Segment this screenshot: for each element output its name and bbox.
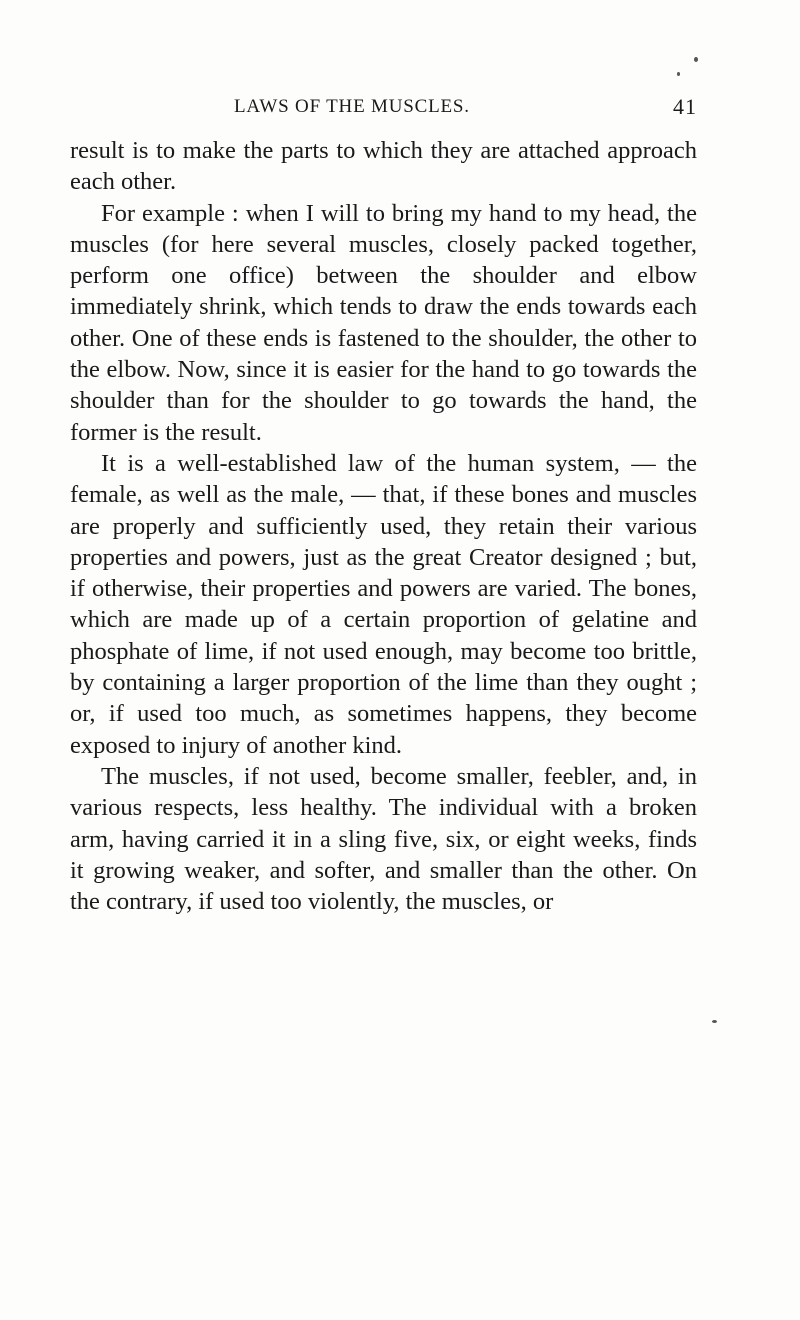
print-speck (712, 1020, 717, 1023)
body-text (70, 135, 697, 917)
paragraph: The muscles, if not used, become smaller, feebler, and, in various respects, less healthy. The individual with a broken arm, having carried it in a sling five, six, or eight weeks, finds it growing weaker, and softer, and smaller than the other. On the contrary, if used too violently, the muscles, or (70, 762, 697, 916)
paragraph: result is to make the parts to which they are attached approach each other. (70, 137, 697, 196)
print-speck (694, 57, 698, 62)
running-head (234, 92, 697, 122)
paragraph: For example : when I will to bring my hand to my head, the muscles (for here several muscles, closely packed together, perform one office) between the shoulder and elbow immediately shrink, which tends to draw the ends towards each other. One of these ends is fastened to the shoulder, the other to the elbow. Now, since it is easier for the hand to go towards the shoulder than for the shoulder to go towards the hand, the former is the result. (70, 199, 697, 446)
running-title: LAWS OF THE MUSCLES. (234, 96, 470, 117)
paragraph: It is a well-established law of the human system, — the female, as well as the male, — that, if these bones and muscles are properly and sufficiently used, they retain their various properties and powers, just as the great Creator designed ; but, if otherwise, their properties and powers are varied. The bones, which are made up of a certain proportion of gelatine and phosphate of lime, if not used enough, may become too brittle, by containing a larger proportion of the lime than they ought ; or, if used too much, as sometimes happens, they become exposed to injury of another kind. (70, 449, 697, 759)
print-speck (677, 72, 680, 76)
page-number: 41 (673, 94, 697, 119)
